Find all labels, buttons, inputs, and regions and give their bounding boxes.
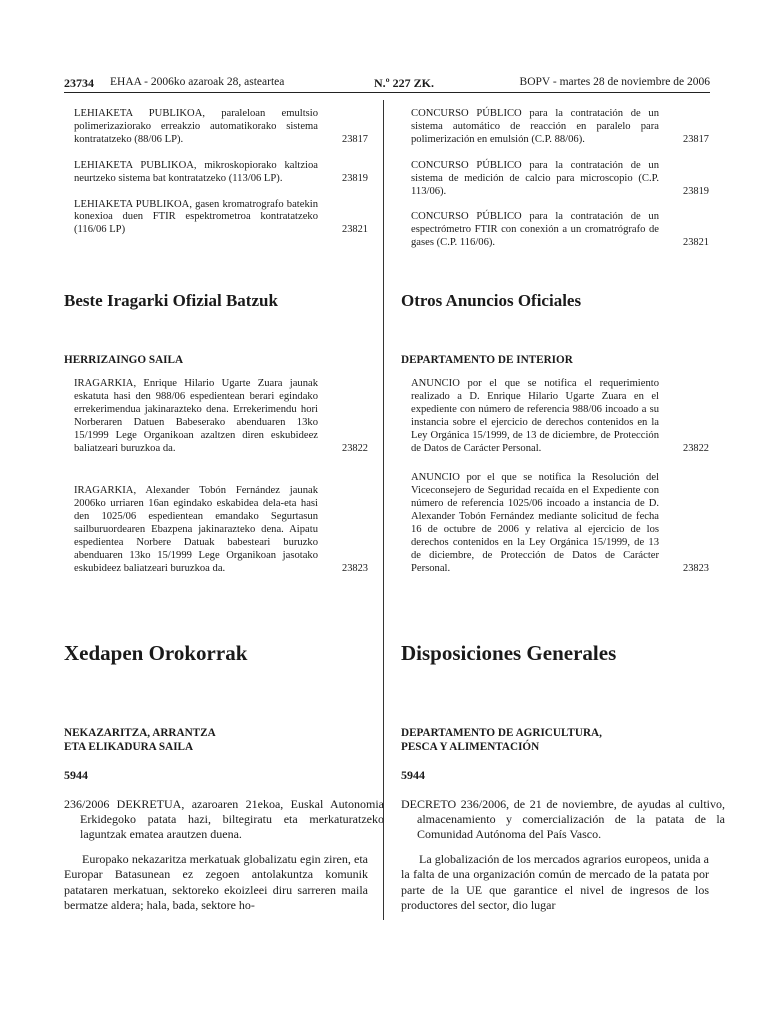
body-paragraph-left: Europako nekazaritza merkatuak globalizatu egin ziren, eta Europar Batasunean ez zegoen antolakuntza komunik patataren merkatuan, sektoreko ekoizleei diru sarreren maila bermatze aldera; hala, bada, sektore ho- bbox=[64, 852, 368, 913]
notice-lead: IRAGARKIA bbox=[74, 485, 134, 497]
notice-lead: ANUNCIO bbox=[411, 378, 460, 389]
issue-number: N.º 227 ZK. bbox=[374, 76, 434, 90]
decree-title-right bbox=[401, 797, 725, 842]
page-reference[interactable]: 23822 bbox=[683, 442, 709, 454]
running-header bbox=[64, 76, 710, 90]
page-reference[interactable]: 23823 bbox=[683, 562, 709, 574]
summary-column-right bbox=[401, 108, 709, 250]
department-line: ETA ELIKADURA SAILA bbox=[64, 741, 194, 753]
page-reference[interactable]: 23817 bbox=[342, 133, 368, 145]
notice-item[interactable] bbox=[401, 472, 709, 575]
summary-item[interactable] bbox=[64, 199, 368, 238]
section-title-right: Otros Anuncios Oficiales bbox=[401, 291, 582, 310]
header-rule bbox=[64, 92, 710, 93]
decree-text: , azaroaren 21ekoa, Euskal Autonomia Erkidegoko patata hazi, biltegiratu eta merkaturatzeko laguntzak ematea arautzen duena. bbox=[80, 797, 384, 841]
header-left-text: EHAA - 2006ko azaroak 28, asteartea bbox=[110, 76, 285, 88]
summary-lead: CONCURSO PÚBLICO bbox=[411, 159, 522, 171]
summary-item[interactable] bbox=[401, 108, 709, 147]
decree-lead: 236/2006 DEKRETUA bbox=[64, 797, 182, 811]
notice-column-left bbox=[64, 378, 368, 576]
notice-column-right bbox=[401, 378, 709, 576]
page-reference[interactable]: 23821 bbox=[683, 237, 709, 249]
department-heading-right bbox=[401, 726, 602, 754]
summary-text: para la contratación de un espectrómetro FTIR con conexión a un cromatrógrafo de gases (C.P. 116/06). bbox=[411, 211, 660, 249]
page-reference[interactable]: 23819 bbox=[683, 185, 709, 197]
summary-lead: CONCURSO PÚBLICO bbox=[411, 108, 522, 119]
header-right-text: BOPV - martes 28 de noviembre de 2006 bbox=[519, 76, 710, 88]
disposition-number-right: 5944 bbox=[401, 768, 425, 782]
department-heading-left bbox=[64, 726, 216, 754]
page-reference[interactable]: 23819 bbox=[342, 172, 368, 184]
summary-item[interactable] bbox=[64, 108, 368, 147]
summary-lead: CONCURSO PÚBLICO bbox=[411, 211, 522, 223]
decree-title-left bbox=[64, 797, 384, 842]
summary-column-left bbox=[64, 108, 368, 237]
notice-text: por el que se notifica el requerimiento realizado a D. Enrique Hilario Ugarte Zuara en el expediente con número de referencia 988/06 incoado a su instancia sobre el ejercicio de derechos contenidos en la Ley Orgánica 15/1999, de 13 de diciembre, de Protección de Datos de Carácter Personal. bbox=[411, 378, 659, 454]
notice-text: , Enrique Hilario Ugarte Zuara jaunak eskatuta hasi den 988/06 espedientean berari egindako errekerimendua jakinarazteko dena. Errekerimendu hori Norberaren Datuen Babeserako abenduaren 13ko 15/1999 Lege Organikoan azaltzen diren eskubideez baliatzeari buruzkoa da. bbox=[74, 378, 318, 454]
notice-item[interactable] bbox=[401, 378, 709, 455]
summary-lead: LEHIAKETA PUBLIKOA bbox=[74, 159, 194, 171]
department-heading-left: HERRIZAINGO SAILA bbox=[64, 354, 184, 366]
department-line: PESCA Y ALIMENTACIÓN bbox=[401, 741, 540, 753]
page-number: 23734 bbox=[64, 76, 94, 90]
summary-text: , gasen kromatrografo batekin konexioa duen FTIR espektrometroa kontratatzeko (116/06 LP) bbox=[74, 198, 318, 236]
department-line: NEKAZARITZA, ARRANTZA bbox=[64, 727, 216, 739]
summary-text: , paraleloan emultsio polimerizaziorako erreakzio automatikorako sistema kontratatzeko (88/06 LP). bbox=[74, 108, 318, 145]
disposition-number-left: 5944 bbox=[64, 768, 88, 782]
summary-item[interactable] bbox=[401, 160, 709, 199]
summary-text: para la contratación de un sistema de medición de calcio para microscopio (C.P. 113/06). bbox=[411, 159, 660, 197]
notice-text: por el que se notifica la Resolución del Viceconsejero de Seguridad recaída en el Expediente con número de referencia 1025/06 incoado a instancia de D. Alexander Tobón Fernández mediante solicitud de fecha 16 de octubre de 2006 y relativa al ejercicio de los derechos contenidos en la Ley Orgánica 15/1999, de 13 de diciembre, de Protección de Datos de Carácter Personal. bbox=[411, 472, 659, 574]
summary-lead: LEHIAKETA PUBLIKOA bbox=[74, 198, 190, 210]
summary-item[interactable] bbox=[64, 160, 368, 186]
summary-text: para la contratación de un sistema automático de reacción en paralelo para polimerización en emulsión (C.P. 88/06). bbox=[411, 108, 660, 145]
page-reference[interactable]: 23821 bbox=[342, 224, 368, 236]
notice-item[interactable] bbox=[64, 485, 368, 575]
department-line: DEPARTAMENTO DE AGRICULTURA, bbox=[401, 727, 602, 739]
section-title-right: Disposiciones Generales bbox=[401, 641, 617, 665]
notice-text: , Alexander Tobón Fernández jaunak 2006ko urriaren 16an egindako eskabidea dela-eta hasi den 1025/06 espedientean emandako Segurtasun sailburuordearen Ebazpena jakinarazteko dena. Aipatu espedientea Norbere Datuak babesteari buruzko abenduaren 13ko 15/1999 Lege Organikoan jasotako eskubideez baliatzeari buruzkoa da. bbox=[74, 485, 318, 574]
body-paragraph-right: La globalización de los mercados agrarios europeos, unida a la falta de una organización común de mercado de la patata por parte de la UE que garantice el nivel de ingresos de los productores del sector, dio lugar bbox=[401, 852, 709, 913]
page-reference[interactable]: 23817 bbox=[683, 133, 709, 145]
notice-item[interactable] bbox=[64, 378, 368, 455]
page-reference[interactable]: 23823 bbox=[342, 562, 368, 574]
section-title-left: Beste Iragarki Ofizial Batzuk bbox=[64, 291, 278, 310]
notice-lead: IRAGARKIA bbox=[74, 378, 134, 389]
page-reference[interactable]: 23822 bbox=[342, 442, 368, 454]
summary-item[interactable] bbox=[401, 211, 709, 250]
summary-lead: LEHIAKETA PUBLIKOA bbox=[74, 108, 203, 119]
decree-lead: DECRETO 236/2006 bbox=[401, 797, 507, 811]
department-heading-right: DEPARTAMENTO DE INTERIOR bbox=[401, 354, 573, 366]
decree-text: , de 21 de noviembre, de ayudas al cultivo, almacenamiento y comercialización de la patata de la Comunidad Autónoma del País Vasco. bbox=[417, 797, 725, 841]
section-title-left: Xedapen Orokorrak bbox=[64, 641, 248, 665]
summary-text: , mikroskopiorako kaltzioa neurtzeko sistema bat kontratatzeko (113/06 LP). bbox=[74, 159, 318, 184]
notice-lead: ANUNCIO bbox=[411, 472, 460, 484]
